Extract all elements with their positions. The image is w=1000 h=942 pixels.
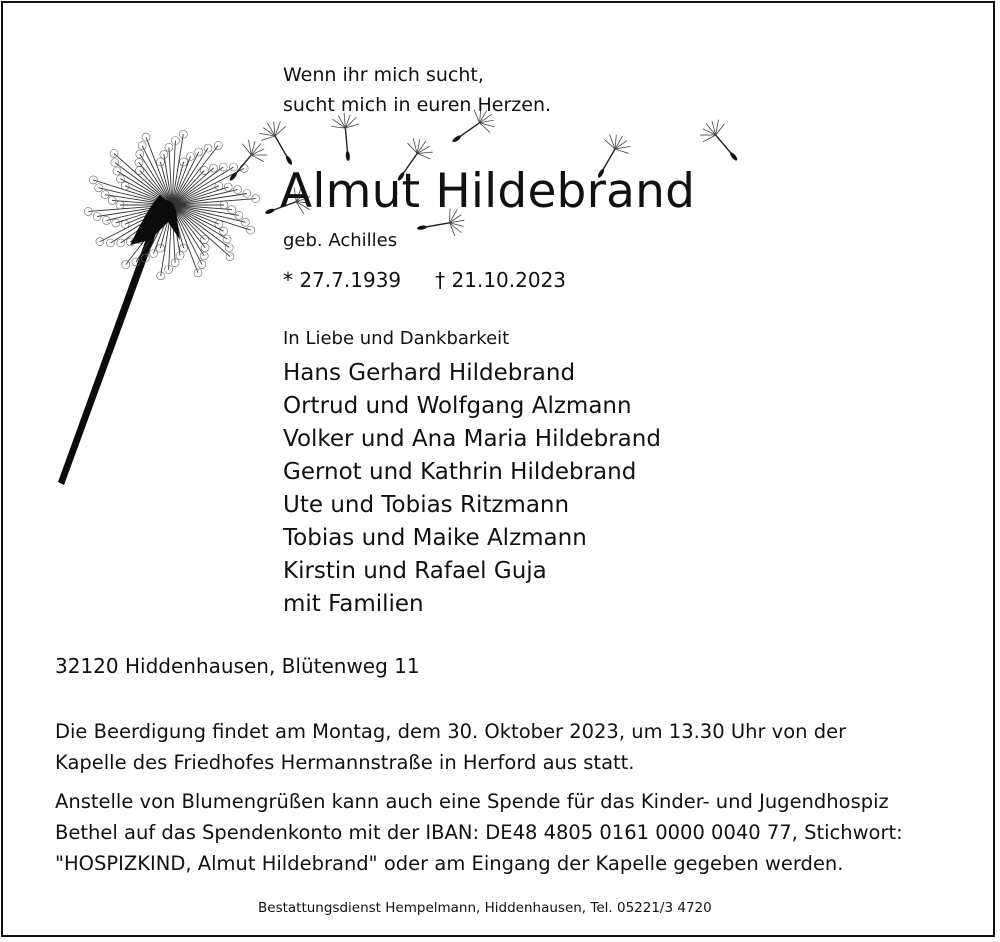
donation-line: Bethel auf das Spendenkonto mit der IBAN: DE48 4805 0161 0000 0040 77, Stichwort: bbox=[55, 821, 903, 844]
dandelion-stem bbox=[58, 228, 157, 485]
mourner-name: mit Familien bbox=[283, 591, 424, 617]
mourner-name: Kirstin und Rafael Guja bbox=[283, 558, 547, 584]
donation-line: Anstelle von Blumengrüßen kann auch eine Spende für das Kinder- und Jugendhospiz bbox=[55, 790, 889, 813]
funeral-info bbox=[55, 716, 846, 778]
mourner-name: Volker und Ana Maria Hildebrand bbox=[283, 426, 661, 452]
mourners-list bbox=[283, 357, 661, 621]
quote-line: Wenn ihr mich sucht, bbox=[283, 64, 484, 86]
mourner-name: Tobias und Maike Alzmann bbox=[283, 525, 587, 551]
death-date: † 21.10.2023 bbox=[435, 268, 567, 292]
mourner-name: Hans Gerhard Hildebrand bbox=[283, 360, 576, 386]
birth-date: * 27.7.1939 bbox=[283, 268, 402, 292]
maiden-name: geb. Achilles bbox=[283, 230, 398, 251]
funeral-line: Kapelle des Friedhofes Hermannstraße in Herford aus statt. bbox=[55, 751, 635, 774]
mourner-name: Ute und Tobias Ritzmann bbox=[283, 492, 570, 518]
donation-info bbox=[55, 786, 903, 879]
quote bbox=[283, 60, 551, 120]
deceased-name: Almut Hildebrand bbox=[280, 164, 696, 219]
dandelion-head bbox=[84, 130, 259, 280]
mourner-name: Ortrud und Wolfgang Alzmann bbox=[283, 393, 632, 419]
donation-line: "HOSPIZKIND, Almut Hildebrand" oder am Eingang der Kapelle gegeben werden. bbox=[55, 852, 844, 875]
funeral-home-footer: Bestattungsdienst Hempelmann, Hiddenhausen, Tel. 05221/3 4720 bbox=[258, 900, 712, 916]
quote-line: sucht mich in euren Herzen. bbox=[283, 94, 552, 116]
funeral-line: Die Beerdigung findet am Montag, dem 30. Oktober 2023, um 13.30 Uhr von der bbox=[55, 720, 847, 743]
address: 32120 Hiddenhausen, Blütenweg 11 bbox=[55, 654, 420, 678]
mourner-name: Gernot und Kathrin Hildebrand bbox=[283, 459, 637, 485]
life-dates bbox=[283, 266, 566, 294]
dedication: In Liebe und Dankbarkeit bbox=[283, 328, 510, 349]
